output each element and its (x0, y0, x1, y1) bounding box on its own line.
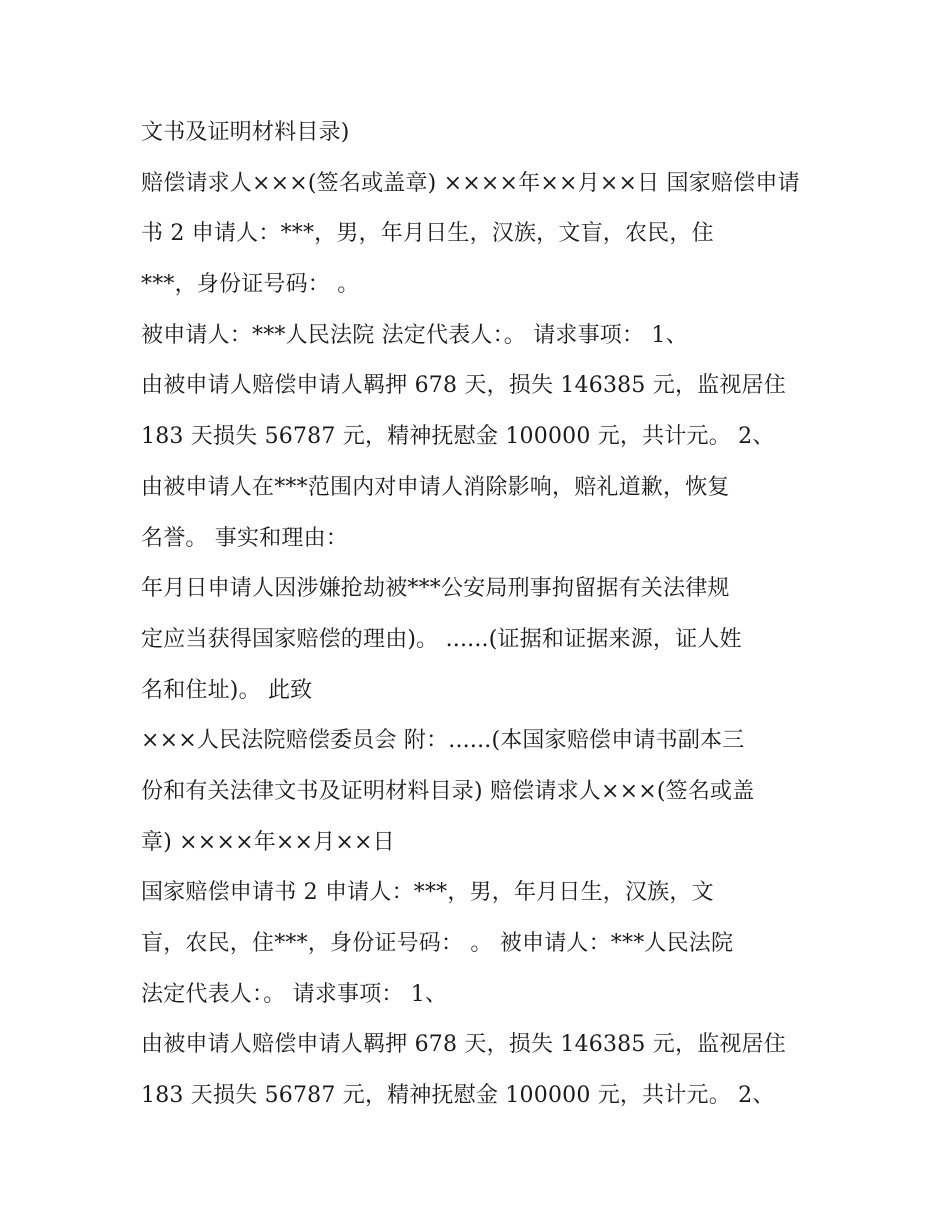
document-body (141, 108, 841, 1122)
text-line: 章) ××××年××月××日 (141, 829, 395, 855)
text-line: 年月日申请人因涉嫌抢劫被***公安局刑事拘留据有关法律规 (141, 576, 730, 602)
text-line: 文书及证明材料目录) (141, 120, 350, 145)
text-line: 赔偿请求人×××(签名或盖章) ××××年××月××日 国家赔偿申请 (141, 170, 800, 196)
text-line: 定应当获得国家赔偿的理由)。 ......(证据和证据来源，证人姓 (141, 626, 742, 652)
text-line: 盲，农民，住***，身份证号码： 。 被申请人：***人民法院 (141, 931, 734, 956)
text-line: 由被申请人赔偿申请人羁押 678 天，损失 146385 元，监视居住 (141, 373, 786, 399)
text-line: 国家赔偿申请书 2 申请人：***，男，年月日生，汉族，文 (141, 880, 714, 906)
text-line: 由被申请人赔偿申请人羁押 678 天，损失 146385 元，监视居住 (141, 1032, 786, 1058)
text-line: ***，身份证号码： 。 (141, 272, 360, 298)
text-line: 183 天损失 56787 元，精神抚慰金 100000 元，共计元。 2、 (141, 1083, 775, 1109)
text-line: 183 天损失 56787 元，精神抚慰金 100000 元，共计元。 2、 (141, 424, 775, 450)
text-line: 名誉。 事实和理由： (141, 525, 348, 551)
text-line: 被申请人：***人民法院 法定代表人：。 请求事项： 1、 (141, 322, 688, 348)
text-line: 由被申请人在***范围内对申请人消除影响，赔礼道歉，恢复 (141, 474, 730, 500)
text-line: 书 2 申请人：***，男，年月日生，汉族，文盲，农民，住 (141, 221, 714, 247)
text-line: 份和有关法律文书及证明材料目录) 赔偿请求人×××(签名或盖 (141, 778, 755, 804)
text-line: 法定代表人：。 请求事项： 1、 (141, 981, 448, 1007)
text-line: 名和住址)。 此致 (141, 677, 313, 703)
text-line: ×××人民法院赔偿委员会 附：......(本国家赔偿申请书副本三 (141, 728, 745, 754)
